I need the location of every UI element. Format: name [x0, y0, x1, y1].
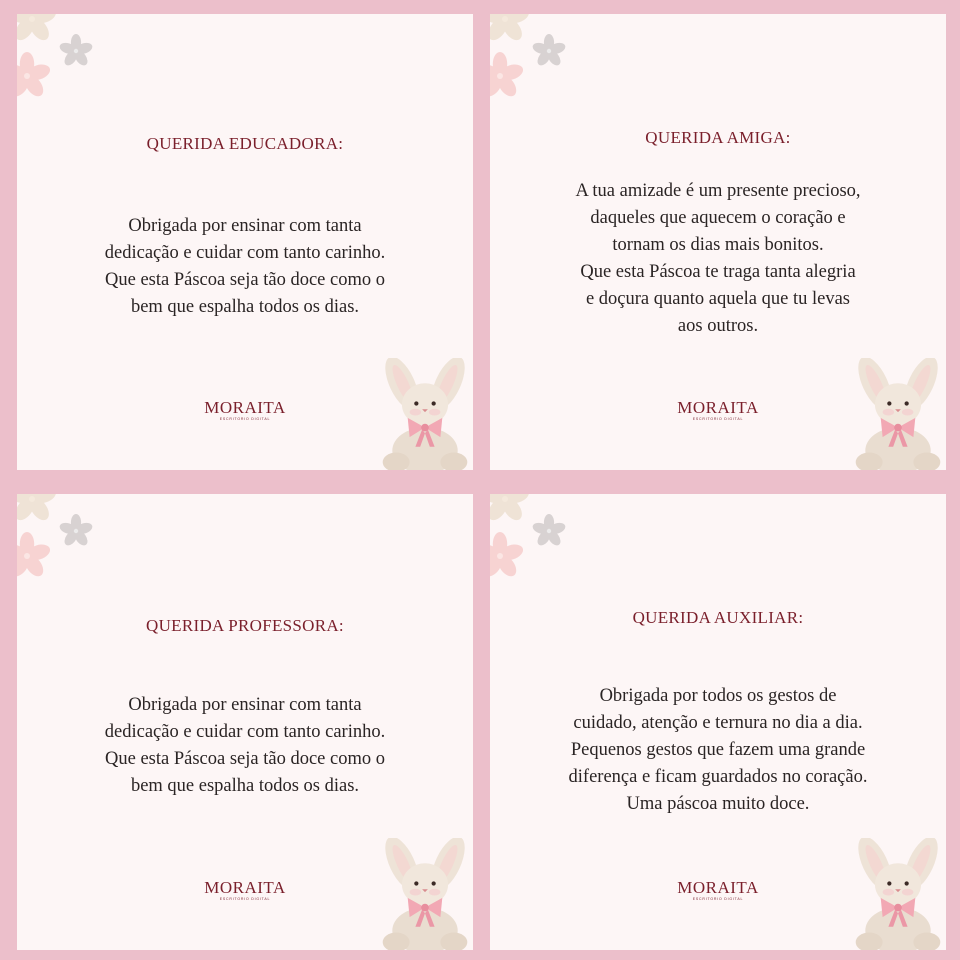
- card-auxiliar: [490, 494, 946, 950]
- card-title: QUERIDA PROFESSORA:: [146, 616, 344, 635]
- bunny-icon: [375, 838, 473, 950]
- flower-icon: [17, 494, 117, 594]
- flower-icon: [490, 14, 590, 114]
- bunny-icon: [848, 838, 946, 950]
- brand-name: MORAITA: [204, 398, 286, 417]
- bunny-icon: [848, 358, 946, 470]
- card-title: QUERIDA AUXILIAR:: [632, 608, 804, 627]
- brand-subtitle: ESCRITORIO DIGITAL: [692, 417, 744, 421]
- brand-name: MORAITA: [677, 398, 759, 417]
- card-message: Obrigada por ensinar com tanta dedicação e cuidar com tanto carinho. Que esta Páscoa seja tão doce como o bem que espalha todos os dias.: [104, 216, 386, 317]
- card-title: QUERIDA AMIGA:: [645, 128, 791, 147]
- flower-icon: [17, 14, 117, 114]
- brand-name: MORAITA: [677, 878, 759, 897]
- card-message: A tua amizade é um presente precioso, daqueles que aquecem o coração e tornam os dias mais bonitos. Que esta Páscoa te traga tanta alegria e doçura quanto aquela que tu levas aos outros.: [575, 181, 861, 336]
- brand-subtitle: ESCRITORIO DIGITAL: [219, 897, 271, 901]
- card-title: QUERIDA EDUCADORA:: [146, 134, 344, 153]
- card-educadora: [17, 14, 473, 470]
- card-professora: [17, 494, 473, 950]
- brand-name: MORAITA: [204, 878, 286, 897]
- card-message: Obrigada por todos os gestos de cuidado, atenção e ternura no dia a dia. Pequenos gestos que fazem uma grande diferença e ficam guardados no coração. Uma páscoa muito doce.: [568, 686, 868, 814]
- brand-subtitle: ESCRITORIO DIGITAL: [219, 417, 271, 421]
- card-message: Obrigada por ensinar com tanta dedicação e cuidar com tanto carinho. Que esta Páscoa seja tão doce como o bem que espalha todos os dias.: [104, 695, 386, 796]
- card-amiga: [490, 14, 946, 470]
- bunny-icon: [375, 358, 473, 470]
- brand-subtitle: ESCRITORIO DIGITAL: [692, 897, 744, 901]
- flower-icon: [490, 494, 590, 594]
